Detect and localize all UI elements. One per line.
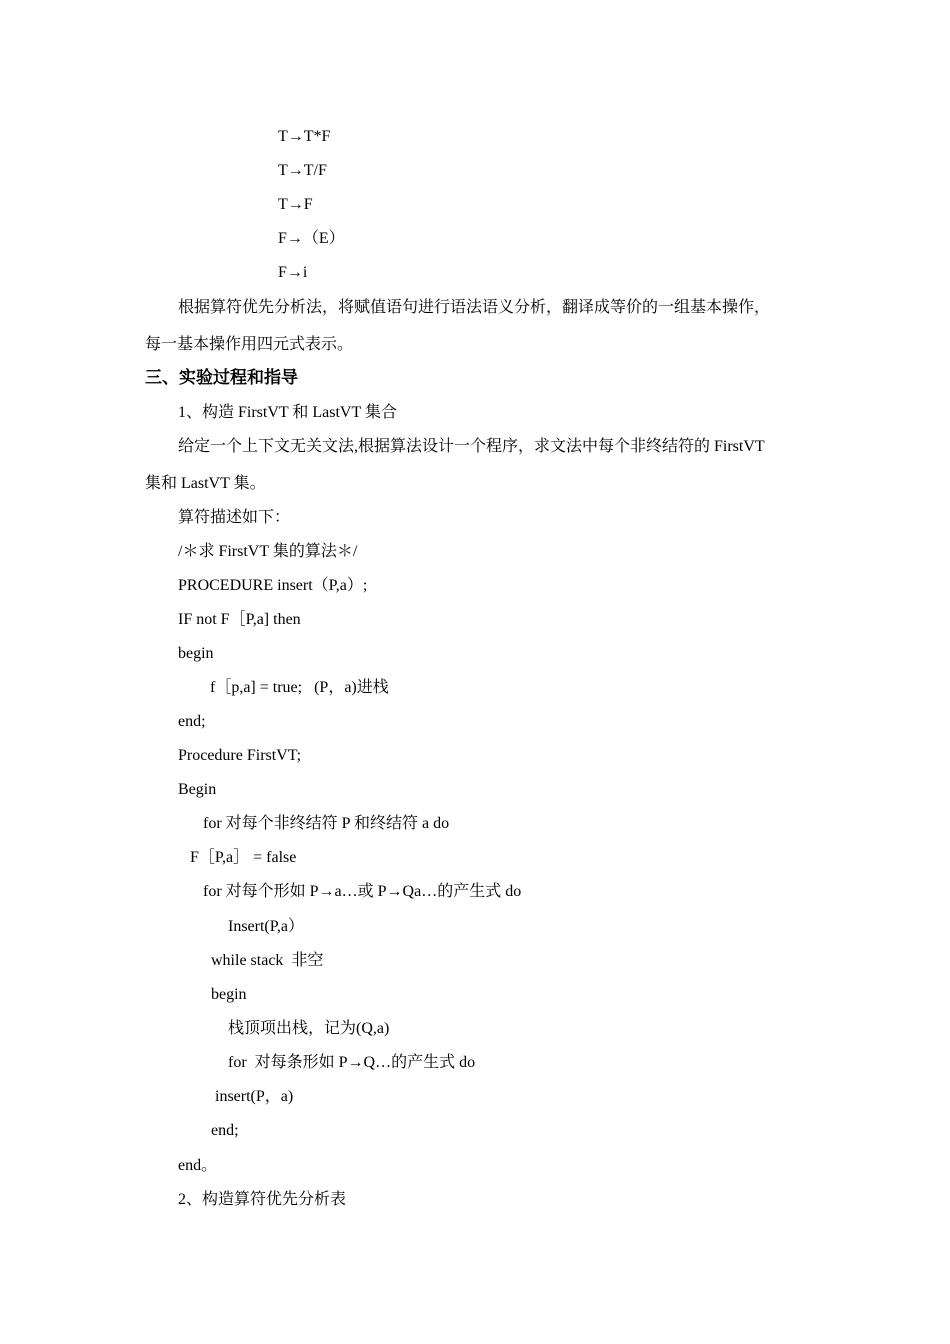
code-line: F［P,a］ = false [190, 849, 297, 866]
code-line: insert(P，a) [215, 1088, 294, 1105]
code-line: Insert(P,a） [228, 918, 304, 935]
grammar-production: F→（E） [278, 230, 345, 247]
code-line: begin [178, 645, 214, 662]
description-line: 集和 LastVT 集。 [145, 475, 266, 492]
grammar-production: T→T/F [278, 162, 327, 179]
intro-paragraph-line: 每一基本操作用四元式表示。 [145, 336, 354, 353]
code-line: f［p,a] = true; (P，a)进栈 [210, 679, 389, 696]
code-line: end; [211, 1122, 239, 1139]
algorithm-intro: 算符描述如下： [178, 509, 291, 526]
code-line: /＊求 FirstVT 集的算法＊/ [178, 543, 358, 560]
code-line: PROCEDURE insert（P,a）; [178, 577, 368, 594]
code-line: while stack 非空 [211, 952, 324, 969]
code-line: begin [211, 986, 247, 1003]
grammar-production: T→F [278, 196, 313, 213]
grammar-production: T→T*F [278, 128, 331, 145]
subsection-title: 2、构造算符优先分析表 [178, 1191, 347, 1208]
subsection-title: 1、构造 FirstVT 和 LastVT 集合 [178, 404, 397, 421]
code-line: for 对每个非终结符 P 和终结符 a do [203, 815, 450, 832]
code-line: for 对每个形如 P→a…或 P→Qa…的产生式 do [203, 883, 522, 900]
code-line: IF not F［P,a] then [178, 611, 301, 628]
code-line: end。 [178, 1157, 218, 1174]
code-line: 栈顶项出栈，记为(Q,a) [228, 1020, 390, 1037]
description-line: 给定一个上下文无关文法,根据算法设计一个程序，求文法中每个非终结符的 FirstVT [178, 438, 765, 455]
code-line: end; [178, 713, 206, 730]
grammar-production: F→i [278, 264, 308, 281]
code-line: for 对每条形如 P→Q…的产生式 do [228, 1054, 476, 1071]
intro-paragraph-line: 根据算符优先分析法，将赋值语句进行语法语义分析，翻译成等价的一组基本操作， [178, 299, 771, 316]
code-line: Procedure FirstVT; [178, 747, 302, 764]
section-heading: 三、实验过程和指导 [145, 368, 298, 388]
code-line: Begin [178, 781, 217, 798]
